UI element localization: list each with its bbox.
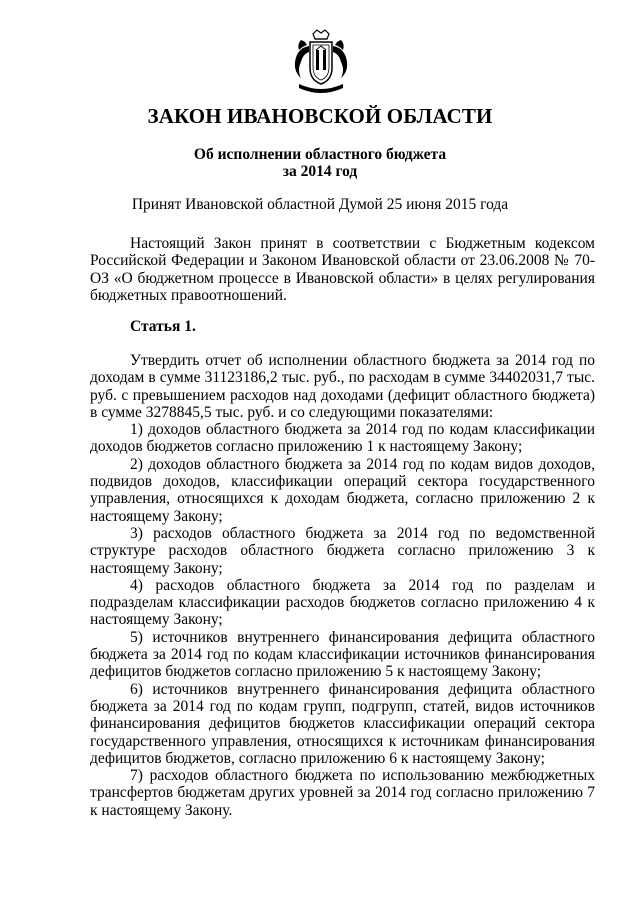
article-list-item: 1) доходов областного бюджета за 2014 год по кодам классификации доходов бюджетов согласно приложению 1 к настоящему Закону; [90,421,595,456]
article-list-item: 3) расходов областного бюджета за 2014 год по ведомственной структуре расходов областного бюджета согласно приложению 3 к настоящему Закону; [90,524,595,577]
subtitle-line-1: Об исполнении областного бюджета [193,146,447,163]
article-paragraph: Утвердить отчет об исполнении областного бюджета за 2014 год по доходам в сумме 31123186,2 тыс. руб., по расходам в сумме 34402031,7 тыс. руб. с превышением расходов над доходами (дефицит областного бюджета) в сумме 3278845,5 тыс. руб. и со следующими показателями: [90,352,595,421]
article-list-item: 5) источников внутреннего финансирования дефицита областного бюджета за 2014 год по кодам классификации источников финансирования дефицитов бюджетов согласно приложению 5 к настоящему Закону; [90,628,595,681]
subtitle-line-2: за 2014 год [282,163,358,180]
article-list-item: 4) расходов областного бюджета за 2014 год по разделам и подразделам классификации расходов бюджетов согласно приложению 4 к настоящему Закону; [90,576,595,629]
article-body [90,352,595,819]
article-list-item: 2) доходов областного бюджета за 2014 год по кодам видов доходов, подвидов доходов, классификации операций сектора государственного управления, относящихся к доходам бюджета, согласно приложению 2 к настоящему Закону; [90,455,595,525]
document-subtitle [0,146,640,180]
article-heading: Статья 1. [130,318,196,335]
coat-of-arms-icon [289,28,353,96]
article-list-item: 6) источников внутреннего финансирования дефицита областного бюджета за 2014 год по кодам групп, подгрупп, статей, видов источников финансирования дефицитов бюджетов классификации операций сектора государственного управления, относящихся к источникам финансирования дефицитов бюджетов, согласно приложению 6 к настоящему Закону; [90,680,595,767]
adoption-note: Принят Ивановской областной Думой 25 июня 2015 года [131,196,509,213]
preamble-paragraph: Настоящий Закон принят в соответствии с Бюджетным кодексом Российской Федерации и Законом Ивановской области от 23.06.2008 № 70-ОЗ «О бюджетном процессе в Ивановской области» в целях регулирования бюджетных правоотношений. [90,235,595,304]
document-title: ЗАКОН ИВАНОВСКОЙ ОБЛАСТИ [147,104,493,128]
article-list-item: 7) расходов областного бюджета по использованию межбюджетных трансфертов бюджетам других уровней за 2014 год согласно приложению 7 к настоящему Закону. [90,767,595,819]
